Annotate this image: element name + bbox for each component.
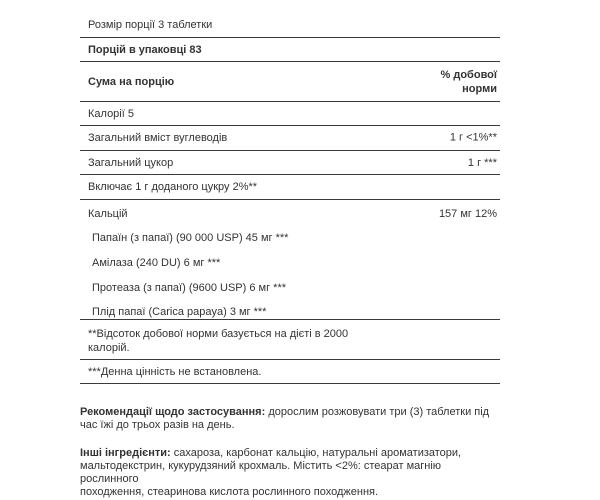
footnote-not-established-row: [80, 360, 500, 384]
carbs-row: [80, 126, 500, 151]
carbs-label: Загальний вміст вуглеводів: [88, 132, 228, 144]
other-ingredients-block: [80, 447, 500, 499]
ingredient-item: Протеаза (з папаї) (9600 USP) 6 мг ***: [92, 282, 287, 294]
footnote-dv-line2: калорій.: [88, 342, 130, 354]
daily-value-header-line1: % добової: [440, 68, 497, 81]
recommendations-text-line2: час їжі до трьох разів на день.: [80, 419, 235, 431]
recommendations-block: [80, 406, 500, 432]
calcium-label: Кальцій: [88, 208, 128, 220]
calcium-value: 157 мг 12%: [438, 208, 497, 220]
header-row: [80, 62, 500, 102]
recommendations-label: Рекомендації щодо застосування:: [80, 406, 266, 418]
supplement-facts-panel: [80, 12, 500, 384]
carbs-value: 1 г <1%**: [449, 131, 497, 144]
servings-per-container-row: [80, 38, 500, 62]
footnote-dv: [88, 327, 348, 355]
sugar-value: 1 г ***: [467, 156, 497, 169]
other-ingredients-line1: сахароза, карбонат кальцію, натуральні ароматизатори,: [173, 447, 462, 459]
ingredient-item: Амілаза (240 DU) 6 мг ***: [92, 257, 221, 269]
other-ingredients-line2: мальтодекстрин, кукурудзяний крохмаль. Містить <2%: стеарат магнію рослинного: [80, 460, 442, 485]
daily-value-header: [441, 68, 497, 96]
ingredient-item: Плід папаї (Carica papaya) 3 мг ***: [92, 306, 267, 318]
calcium-section: [80, 200, 500, 320]
footnote-dv-row: [80, 320, 500, 360]
other-ingredients-label: Інші інгредієнти:: [80, 447, 171, 459]
added-sugar-row: [80, 175, 500, 200]
serving-size: Розмір порції 3 таблетки: [88, 19, 213, 31]
sugar-label: Загальний цукор: [88, 157, 174, 169]
daily-value-header-line2: норми: [462, 82, 497, 95]
amount-per-serving-header: Сума на порцію: [88, 75, 175, 88]
footnote-not-established: ***Денна цінність не встановлена.: [88, 366, 262, 378]
ingredient-item: Папаїн (з папаї) (90 000 USP) 45 мг ***: [92, 232, 289, 244]
serving-size-row: [80, 12, 500, 38]
recommendations-text-line1: дорослим розжовувати три (3) таблетки під: [268, 406, 490, 418]
calories-row: [80, 102, 500, 126]
other-ingredients-line3: походження, стеаринова кислота рослинного походження.: [80, 486, 379, 498]
calories: Калорії 5: [88, 108, 134, 120]
sugar-row: [80, 151, 500, 175]
added-sugar: Включає 1 г доданого цукру 2%**: [88, 181, 258, 193]
servings-per-container: Порцій в упаковці 83: [88, 44, 202, 56]
footnote-dv-line1: **Відсоток добової норми базується на дієті в 2000: [88, 328, 349, 340]
